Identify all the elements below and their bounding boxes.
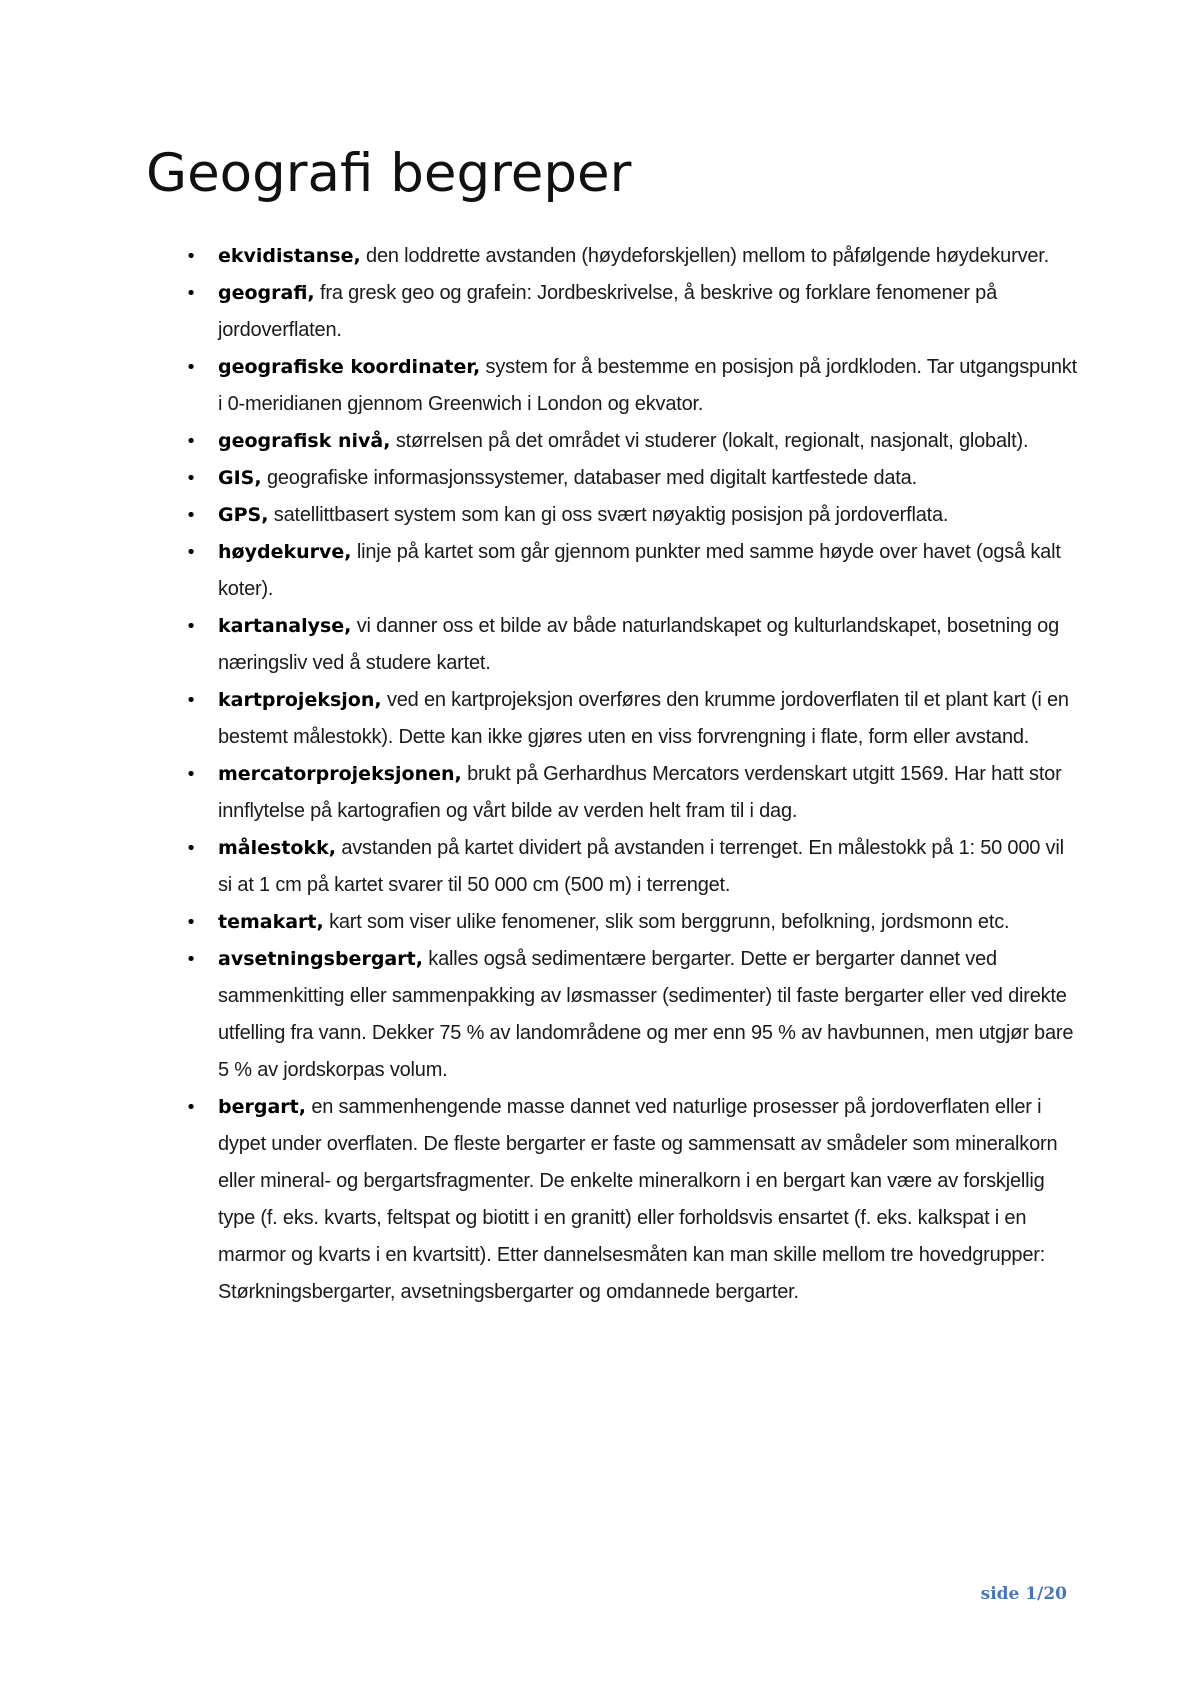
bullet-icon: • bbox=[185, 616, 197, 637]
bullet-icon: • bbox=[185, 764, 197, 785]
term-definition: kart som viser ulike fenomener, slik som berggrunn, befolkning, jordsmonn etc. bbox=[329, 911, 1010, 933]
term-definition: brukt på Gerhardhus Mercators verdenskart utgitt 1569. Har hatt stor innflytelse på kartografien og vårt bilde av verden helt fram til i dag. bbox=[218, 763, 1062, 822]
term-definition: fra gresk geo og grafein: Jordbeskrivelse, å beskrive og forklare fenomener på jordoverflaten. bbox=[218, 282, 997, 341]
term-word: mercatorprojeksjonen, bbox=[218, 763, 462, 785]
term-word: høydekurve, bbox=[218, 541, 352, 563]
term-word: bergart, bbox=[218, 1096, 306, 1118]
term-definition: system for å bestemme en posisjon på jordkloden. Tar utgangspunkt i 0-meridianen gjennom Greenwich i London og ekvator. bbox=[218, 356, 1077, 415]
bullet-icon: • bbox=[185, 246, 197, 267]
term-item bbox=[185, 349, 1078, 423]
bullet-icon: • bbox=[185, 431, 197, 452]
term-word: kartanalyse, bbox=[218, 615, 352, 637]
term-item bbox=[185, 941, 1078, 1089]
term-item bbox=[185, 830, 1078, 904]
term-definition: den loddrette avstanden (høydeforskjellen) mellom to påfølgende høydekurver. bbox=[366, 245, 1050, 267]
term-item bbox=[185, 756, 1078, 830]
bullet-icon: • bbox=[185, 838, 197, 859]
term-word: GPS, bbox=[218, 504, 269, 526]
term-item bbox=[185, 534, 1078, 608]
term-definition: ved en kartprojeksjon overføres den krumme jordoverflaten til et plant kart (i en bestemt målestokk). Dette kan ikke gjøres uten en viss forvrengning i flate, form eller avstand. bbox=[218, 689, 1069, 748]
term-definition: satellittbasert system som kan gi oss svært nøyaktig posisjon på jordoverflata. bbox=[273, 504, 949, 526]
term-list bbox=[185, 238, 1078, 1311]
term-word: geografi, bbox=[218, 282, 315, 304]
term-item bbox=[185, 423, 1078, 460]
term-item bbox=[185, 460, 1078, 497]
bullet-icon: • bbox=[185, 690, 197, 711]
page-number: side 1/20 bbox=[980, 1584, 1067, 1604]
term-word: kartprojeksjon, bbox=[218, 689, 382, 711]
term-word: temakart, bbox=[218, 911, 324, 933]
term-definition: størrelsen på det området vi studerer (lokalt, regionalt, nasjonalt, globalt). bbox=[395, 430, 1029, 452]
term-word: geografisk nivå, bbox=[218, 430, 391, 452]
term-item bbox=[185, 1089, 1078, 1311]
bullet-icon: • bbox=[185, 357, 197, 378]
term-definition: avstanden på kartet dividert på avstanden i terrenget. En målestokk på 1: 50 000 vil si at 1 cm på kartet svarer til 50 000 cm (500 m) i terrenget. bbox=[218, 837, 1064, 896]
term-definition: geografiske informasjonssystemer, databaser med digitalt kartfestede data. bbox=[266, 467, 917, 489]
term-item bbox=[185, 608, 1078, 682]
term-item bbox=[185, 275, 1078, 349]
bullet-icon: • bbox=[185, 505, 197, 526]
term-definition: kalles også sedimentære bergarter. Dette er bergarter dannet ved sammenkitting eller sammenpakking av løsmasser (sedimenter) til faste bergarter eller ved direkte utfelling fra vann. Dekker 75 % av landområdene og mer enn 95 % av havbunnen, men utgjør bare 5 % av jordskorpas volum. bbox=[218, 948, 1074, 1081]
term-item bbox=[185, 904, 1078, 941]
term-word: målestokk, bbox=[218, 837, 336, 859]
bullet-icon: • bbox=[185, 912, 197, 933]
term-item bbox=[185, 682, 1078, 756]
term-word: GIS, bbox=[218, 467, 262, 489]
bullet-icon: • bbox=[185, 542, 197, 563]
bullet-icon: • bbox=[185, 949, 197, 970]
term-word: avsetningsbergart, bbox=[218, 948, 423, 970]
bullet-icon: • bbox=[185, 468, 197, 489]
term-definition: en sammenhengende masse dannet ved naturlige prosesser på jordoverflaten eller i dypet under overflaten. De fleste bergarter er faste og sammensatt av smådeler som mineralkorn eller mineral- og bergartsfragmenter. De enkelte mineralkorn i en bergart kan være av forskjellig type (f. eks. kvarts, feltspat og biotitt i en granitt) eller forholdsvis ensartet (f. eks. kalkspat i en marmor og kvarts i en kvartsitt). Etter dannelsesmåten kan man skille mellom tre hovedgrupper: Størkningsbergarter, avsetningsbergarter og omdannede bergarter. bbox=[218, 1096, 1058, 1303]
bullet-icon: • bbox=[185, 283, 197, 304]
term-item bbox=[185, 238, 1078, 275]
term-word: geografiske koordinater, bbox=[218, 356, 481, 378]
page-title: Geografi begreper bbox=[146, 143, 632, 204]
term-word: ekvidistanse, bbox=[218, 245, 361, 267]
bullet-icon: • bbox=[185, 1097, 197, 1118]
term-item bbox=[185, 497, 1078, 534]
term-definition: linje på kartet som går gjennom punkter med samme høyde over havet (også kalt koter). bbox=[218, 541, 1061, 600]
term-definition: vi danner oss et bilde av både naturlandskapet og kulturlandskapet, bosetning og næringsliv ved å studere kartet. bbox=[218, 615, 1060, 674]
